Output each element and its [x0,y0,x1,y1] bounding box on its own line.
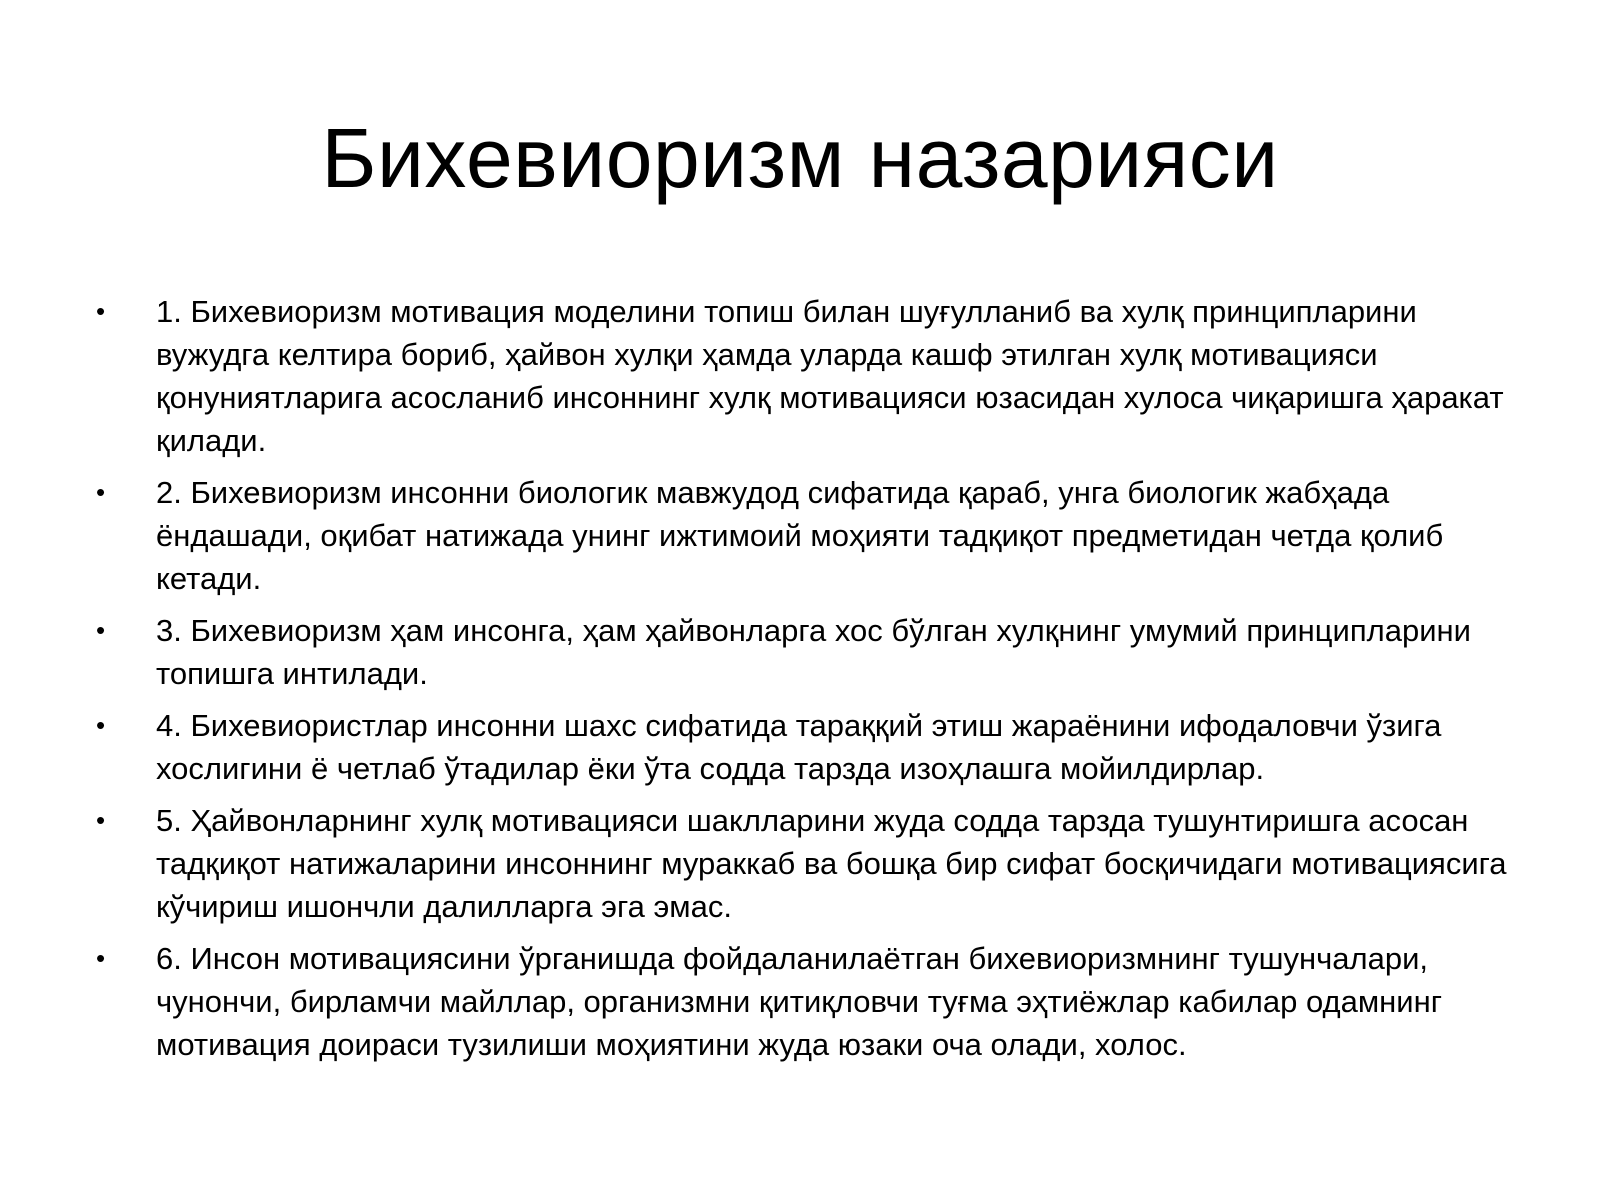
bullet-dot-icon: • [96,296,106,326]
bullet-item-2 [96,471,1536,600]
bullet-item-4 [96,704,1536,790]
bullet-item-5 [96,799,1536,928]
bullet-dot-icon: • [96,615,106,645]
bullet-text-5: 5. Ҳайвонларнинг хулқ мотивацияси шаклларини жуда содда тарзда тушунтиришга асосан тадқиқот натижаларини инсоннинг мураккаб ва бошқа бир сифат босқичидаги мотивациясига кўчириш ишончли далилларга эга эмас. [156,803,1507,924]
bullet-item-6 [96,937,1536,1066]
bullet-text-1: 1. Бихевиоризм мотивация моделини топиш билан шуғулланиб ва хулқ принципларини вужудга келтира бориб, ҳайвон хулқи ҳамда уларда кашф этилган хулқ мотивацияси қонуниятларига асосланиб инсоннинг хулқ мотивацияси юзасидан хулоса чиқаришга ҳаракат қилади. [156,294,1504,458]
bullet-text-3: 3. Бихевиоризм ҳам инсонга, ҳам ҳайвонларга хос бўлган хулқнинг умумий принципларини топишга интилади. [156,613,1471,691]
bullet-dot-icon: • [96,805,106,835]
bullet-item-3 [96,609,1536,695]
bullet-list [96,290,1536,1075]
slide-title: Бихевиоризм назарияси [321,111,1279,205]
bullet-text-4: 4. Бихевиористлар инсонни шахс сифатида тараққий этиш жараёнини ифодаловчи ўзига хослигини ё четлаб ўтадилар ёки ўта содда тарзда изоҳлашга мойилдирлар. [156,708,1442,786]
bullet-dot-icon: • [96,477,106,507]
bullet-dot-icon: • [96,943,106,973]
bullet-item-1 [96,290,1536,462]
bullet-text-6: 6. Инсон мотивациясини ўрганишда фойдаланилаётган бихевиоризмнинг тушунчалари, чунончи, бирламчи майллар, организмни қитиқловчи туғма эҳтиёжлар кабилар одамнинг мотивация доираси тузилиши моҳиятини жуда юзаки оча олади, холос. [156,941,1443,1062]
bullet-text-2: 2. Бихевиоризм инсонни биологик мавжудод сифатида қараб, унга биологик жабҳада ёндашади, оқибат натижада унинг ижтимоий моҳияти тадқиқот предметидан четда қолиб кетади. [156,475,1444,596]
bullet-dot-icon: • [96,710,106,740]
